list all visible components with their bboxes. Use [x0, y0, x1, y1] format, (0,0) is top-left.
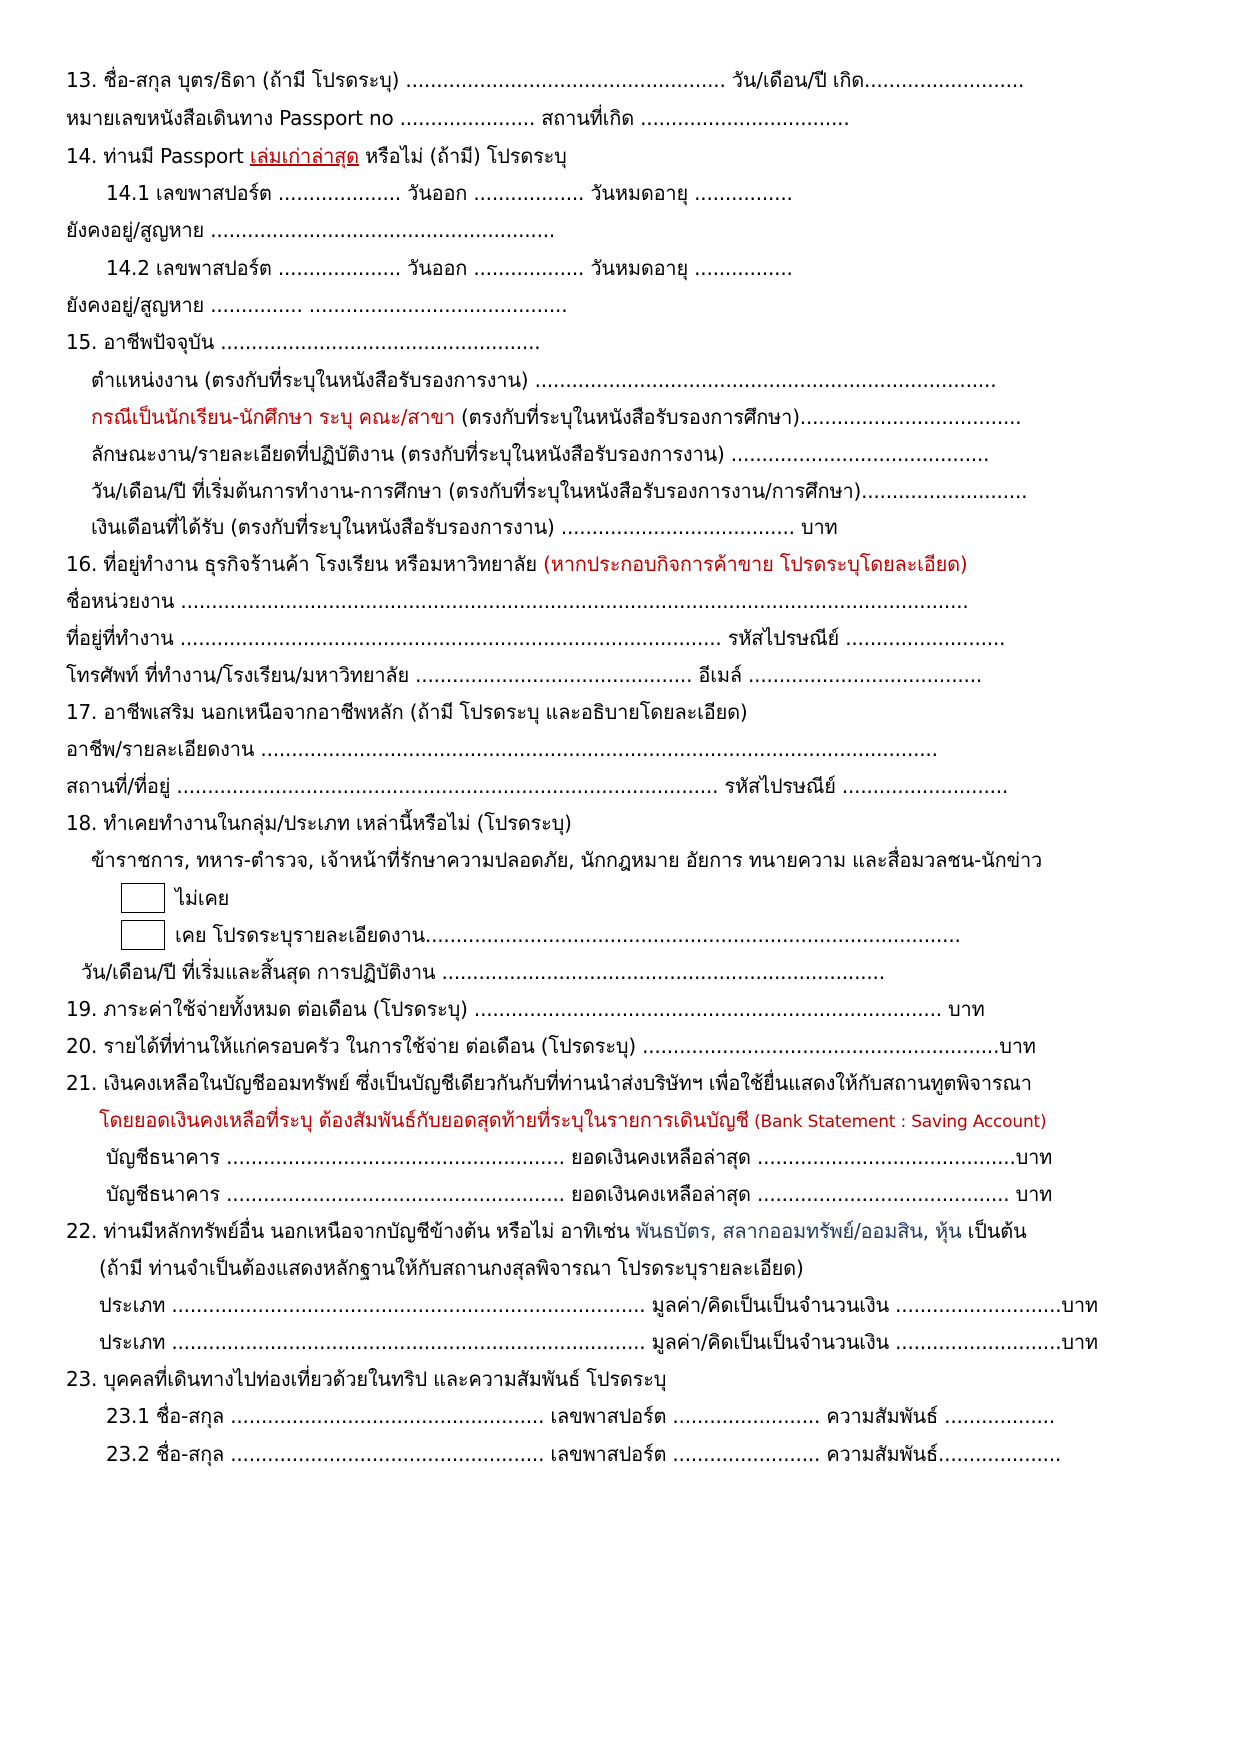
q23-person-2: 23.2 ชื่อ-สกุล ................................................... เลขพาสปอร์ต ........................ ความสัมพันธ์.................... [106, 1442, 1062, 1466]
q14-old-passport-link[interactable]: เล่มเก่าล่าสุด [249, 144, 359, 168]
q22-type-2: ประเภท ............................................................................. มูลค่า/คิดเป็นเป็นจำนวนเงิน ...........................บาท [99, 1330, 1098, 1354]
q14-line1 [66, 146, 567, 166]
q15-student-note: กรณีเป็นนักเรียน-นักศึกษา ระบุ คณะ/สาขา [91, 405, 455, 429]
q15-position: ตำแหน่งงาน (ตรงกับที่ระบุในหนังสือรับรองการงาน) ........................................................................... [91, 368, 997, 392]
q23-person-1: 23.1 ชื่อ-สกุล ................................................... เลขพาสปอร์ต ........................ ความสัมพันธ์ .................. [106, 1404, 1055, 1428]
q16-text: 16. ที่อยู่ทำงาน ธุรกิจร้านค้า โรงเรียน หรือมหาวิทยาลัย [66, 552, 544, 576]
q17-line1: 17. อาชีพเสริม นอกเหนือจากอาชีพหลัก (ถ้ามี โปรดระบุ และอธิบายโดยละเอียด) [66, 700, 748, 724]
q21-account-2: บัญชีธนาคาร ....................................................... ยอดเงินคงเหลือล่าสุด ......................................... บาท [106, 1182, 1053, 1206]
q18-never-checkbox[interactable] [121, 883, 165, 913]
q15-nature: ลักษณะงาน/รายละเอียดที่ปฏิบัติงาน (ตรงกับที่ระบุในหนังสือรับรองการงาน) .......................................... [91, 442, 990, 466]
q17-place: สถานที่/ที่อยู่ ........................................................................................ รหัสไปรษณีย์ ........................... [66, 774, 1009, 798]
q22-assets: พันธบัตร, สลากออมทรัพย์/ออมสิน, หุ้น [635, 1219, 962, 1243]
q23-line1: 23. บุคคลที่เดินทางไปท่องเที่ยวด้วยในทริป และความสัมพันธ์ โปรดระบุ [66, 1367, 667, 1391]
q21-line2 [99, 1110, 1046, 1131]
q22-text-pre: 22. ท่านมีหลักทรัพย์อื่น นอกเหนือจากบัญชีข้างต้น หรือไม่ อาทิเช่น [66, 1219, 636, 1243]
q14-1-status: ยังคงอยู่/สูญหาย ........................................................ [66, 218, 556, 242]
q15-student-rest: (ตรงกับที่ระบุในหนังสือรับรองการศึกษา).................................... [454, 405, 1022, 429]
q16-contact: โทรศัพท์ ที่ทำงาน/โรงเรียน/มหาวิทยาลัย ............................................. อีเมล์ ...................................... [66, 663, 983, 687]
q14-1-line: 14.1 เลขพาสปอร์ต .................... วันออก .................. วันหมดอายุ ................ [106, 181, 793, 205]
q18-dates: วัน/เดือน/ปี ที่เริ่มและสิ้นสุด การปฏิบัติงาน ........................................................................ [81, 960, 885, 984]
q15-start-date: วัน/เดือน/ปี ที่เริ่มต้นการทำงาน-การศึกษา (ตรงกับที่ระบุในหนังสือรับรองการงาน/การศึกษา)........................... [91, 479, 1028, 503]
q15-line1: 15. อาชีพปัจจุบัน .................................................... [66, 330, 541, 354]
q18-never-label: ไม่เคย [175, 886, 230, 910]
q22-text-post: เป็นต้น [961, 1219, 1027, 1243]
q14-text-post: หรือไม่ (ถ้ามี) โปรดระบุ [358, 144, 567, 168]
q16-note: (หากประกอบกิจการค้าขาย โปรดระบุโดยละเอียด) [543, 552, 968, 576]
q18-ever-checkbox[interactable] [121, 920, 165, 950]
q21-note: โดยยอดเงินคงเหลือที่ระบุ ต้องสัมพันธ์กับยอดสุดท้ายที่ระบุในรายการเดินบัญชี [99, 1108, 749, 1132]
q18-ever-label: เคย โปรดระบุรายละเอียดงาน....................................................................................... [175, 923, 961, 947]
q14-2-status: ยังคงอยู่/สูญหาย ............... .......................................... [66, 293, 568, 317]
q14-2-line: 14.2 เลขพาสปอร์ต .................... วันออก .................. วันหมดอายุ ................ [106, 256, 793, 280]
q20-line: 20. รายได้ที่ท่านให้แก่ครอบครัว ในการใช้จ่าย ต่อเดือน (โปรดระบุ) ..........................................................บาท [66, 1034, 1036, 1058]
q16-line1 [66, 554, 968, 574]
q18-groups: ข้าราชการ, ทหาร-ตำรวจ, เจ้าหน้าที่รักษาความปลอดภัย, นักกฎหมาย อัยการ ทนายความ และสื่อมวลชน-นักข่าว [91, 848, 1043, 872]
q15-student [91, 407, 1021, 427]
q15-salary: เงินเดือนที่ได้รับ (ตรงกับที่ระบุในหนังสือรับรองการงาน) ...................................... บาท [91, 515, 838, 539]
q19-line: 19. ภาระค่าใช้จ่ายทั้งหมด ต่อเดือน (โปรดระบุ) ............................................................................ บาท [66, 997, 985, 1021]
q17-job: อาชีพ/รายละเอียดงาน .............................................................................................................. [66, 737, 938, 761]
q21-line1: 21. เงินคงเหลือในบัญชีออมทรัพย์ ซึ่งเป็นบัญชีเดียวกันกับที่ท่านนำส่งบริษัทฯ เพื่อใช้ยื่นแสดงให้กับสถานทูตพิจารณา [66, 1071, 1032, 1095]
q13-line2: หมายเลขหนังสือเดินทาง Passport no ...................... สถานที่เกิด .................................. [66, 106, 850, 130]
q13-line1: 13. ชื่อ-สกุล บุตร/ธิดา (ถ้ามี โปรดระบุ) .................................................... วัน/เดือน/ปี เกิด.......................... [66, 68, 1025, 92]
q18-line1: 18. ทำเคยทำงานในกลุ่ม/ประเภท เหล่านี้หรือไม่ (โปรดระบุ) [66, 811, 572, 835]
q22-line1 [66, 1221, 1026, 1241]
q14-text-pre: 14. ท่านมี Passport [66, 144, 250, 168]
q22-line2: (ถ้ามี ท่านจำเป็นต้องแสดงหลักฐานให้กับสถานกงสุลพิจารณา โปรดระบุรายละเอียด) [99, 1256, 804, 1280]
q16-address: ที่อยู่ที่ทำงาน ........................................................................................ รหัสไปรษณีย์ .......................... [66, 626, 1006, 650]
q16-unit-name: ชื่อหน่วยงาน ................................................................................................................................ [66, 589, 969, 613]
q22-type-1: ประเภท ............................................................................. มูลค่า/คิดเป็นเป็นจำนวนเงิน ...........................บาท [99, 1293, 1098, 1317]
q21-account-1: บัญชีธนาคาร ....................................................... ยอดเงินคงเหลือล่าสุด ..........................................บาท [106, 1145, 1053, 1169]
q21-bank-statement-note: (Bank Statement : Saving Account) [748, 1112, 1047, 1132]
